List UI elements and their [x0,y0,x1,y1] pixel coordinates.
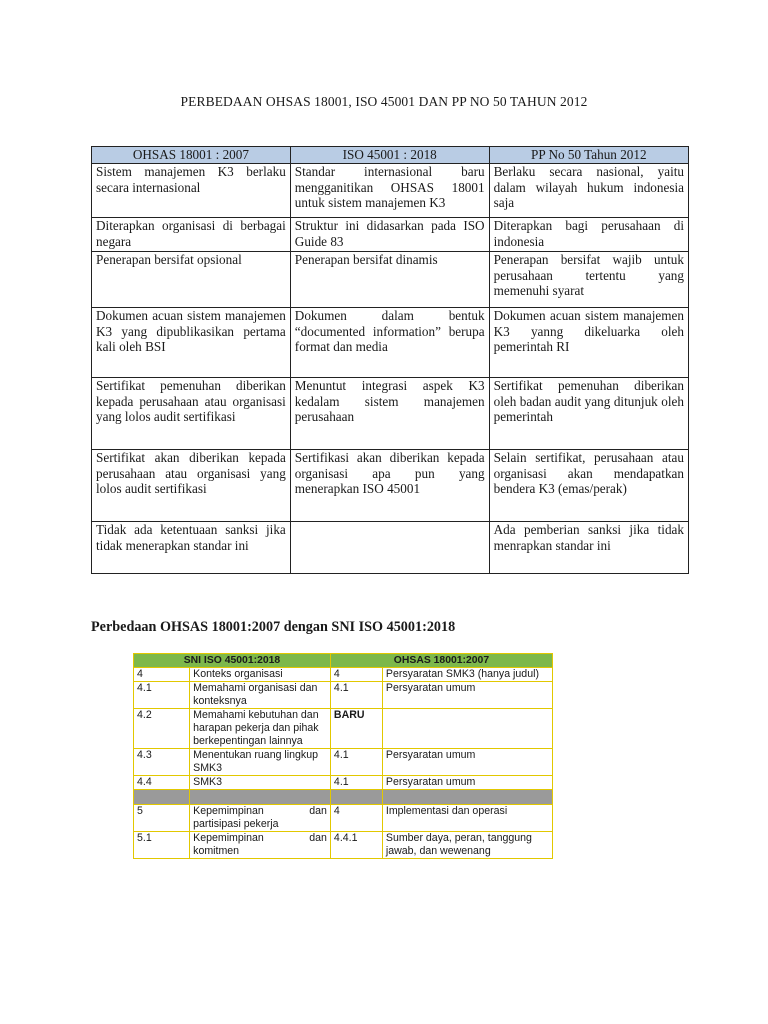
table-row [92,450,689,522]
comparison-table [91,146,689,574]
table-cell: Penerapan bersifat dinamis [290,252,489,308]
clause-title: Persyaratan SMK3 (hanya judul) [382,668,552,682]
table-cell: Selain sertifikat, perusahaan atau organisasi akan mendapatkan bendera K3 (emas/perak) [489,450,688,522]
clause-title: Kepemimpinan dan partisipasi pekerja [190,805,331,832]
table-row [134,682,553,709]
clause-number: 5 [134,805,190,832]
table-cell: Struktur ini didasarkan pada ISO Guide 83 [290,218,489,252]
separator-cell [382,790,552,805]
table-cell: Dokumen acuan sistem manajemen K3 yanng dikeluarka oleh pemerintah RI [489,308,688,378]
table-row [134,749,553,776]
table-cell [290,522,489,574]
table-row [134,709,553,749]
table-cell: Penerapan bersifat opsional [92,252,291,308]
clause-number: 4.1 [134,682,190,709]
table-cell: Sertifikat pemenuhan diberikan oleh badan audit yang ditunjuk oleh pemerintah [489,378,688,450]
clause-title [382,709,552,749]
table-cell: Diterapkan bagi perusahaan di indonesia [489,218,688,252]
clause-number: 5.1 [134,832,190,859]
separator-cell [330,790,382,805]
page-title: PERBEDAAN OHSAS 18001, ISO 45001 DAN PP NO 50 TAHUN 2012 [180,94,588,109]
clause-title: Memahami organisasi dan konteksnya [190,682,331,709]
clause-title: Implementasi dan operasi [382,805,552,832]
sni-table-header-row [134,654,553,668]
clause-title: Persyaratan umum [382,682,552,709]
clause-title: Persyaratan umum [382,749,552,776]
clause-title: Persyaratan umum [382,776,552,790]
clause-number: 4.4 [134,776,190,790]
table-cell: Sertifikasi akan diberikan kepada organisasi apa pun yang menerapkan ISO 45001 [290,450,489,522]
clause-title: Kepemimpinan dan komitmen [190,832,331,859]
clause-title: SMK3 [190,776,331,790]
clause-number: 4.1 [330,682,382,709]
table-row [92,522,689,574]
comparison-table-header-row [92,147,689,164]
table-cell: Berlaku secara nasional, yaitu dalam wilayah hukum indonesia saja [489,164,688,218]
clause-number: 4.1 [330,749,382,776]
table-row [92,252,689,308]
clause-number: 4 [330,805,382,832]
clause-number: 4 [134,668,190,682]
column-header-iso: ISO 45001 : 2018 [290,147,489,164]
table-cell: Standar internasional baru mengganitikan OHSAS 18001 untuk sistem manajemen K3 [290,164,489,218]
clause-number: 4.2 [134,709,190,749]
clause-title: Konteks organisasi [190,668,331,682]
table-cell: Sistem manajemen K3 berlaku secara internasional [92,164,291,218]
clause-title: Sumber daya, peran, tanggung jawab, dan wewenang [382,832,552,859]
clause-number: 4 [330,668,382,682]
table-cell: Diterapkan organisasi di berbagai negara [92,218,291,252]
clause-number: 4.1 [330,776,382,790]
table-cell: Tidak ada ketentuaan sanksi jika tidak menerapkan standar ini [92,522,291,574]
table-row [92,164,689,218]
clause-number: 4.3 [134,749,190,776]
table-row [92,378,689,450]
table-cell: Sertifikat pemenuhan diberikan kepada perusahaan atau organisasi yang lolos audit sertifikasi [92,378,291,450]
table-cell: Dokumen acuan sistem manajemen K3 yang dipublikasikan pertama kali oleh BSI [92,308,291,378]
new-clause-label: BARU [330,709,382,749]
table-row [92,218,689,252]
column-header-sni: SNI ISO 45001:2018 [134,654,331,668]
separator-row [134,790,553,805]
sni-comparison-table [133,653,553,859]
table-row [92,308,689,378]
column-header-ohsas: OHSAS 18001:2007 [330,654,552,668]
section-heading: Perbedaan OHSAS 18001:2007 dengan SNI ISO 45001:2018 [91,619,456,635]
table-row [134,832,553,859]
clause-number: 4.4.1 [330,832,382,859]
table-cell: Sertifikat akan diberikan kepada perusahaan atau organisasi yang lolos audit sertifikasi [92,450,291,522]
table-cell: Penerapan bersifat wajib untuk perusahaan tertentu yang memenuhi syarat [489,252,688,308]
column-header-ohsas: OHSAS 18001 : 2007 [92,147,291,164]
table-row [134,668,553,682]
clause-title: Memahami kebutuhan dan harapan pekerja dan pihak berkepentingan lainnya [190,709,331,749]
table-cell: Ada pemberian sanksi jika tidak menrapkan standar ini [489,522,688,574]
separator-cell [134,790,190,805]
column-header-pp: PP No 50 Tahun 2012 [489,147,688,164]
table-cell: Menuntut integrasi aspek K3 kedalam sistem manajemen perusahaan [290,378,489,450]
table-row [134,805,553,832]
separator-cell [190,790,331,805]
clause-title: Menentukan ruang lingkup SMK3 [190,749,331,776]
table-cell: Dokumen dalam bentuk “documented information” berupa format dan media [290,308,489,378]
table-row [134,776,553,790]
